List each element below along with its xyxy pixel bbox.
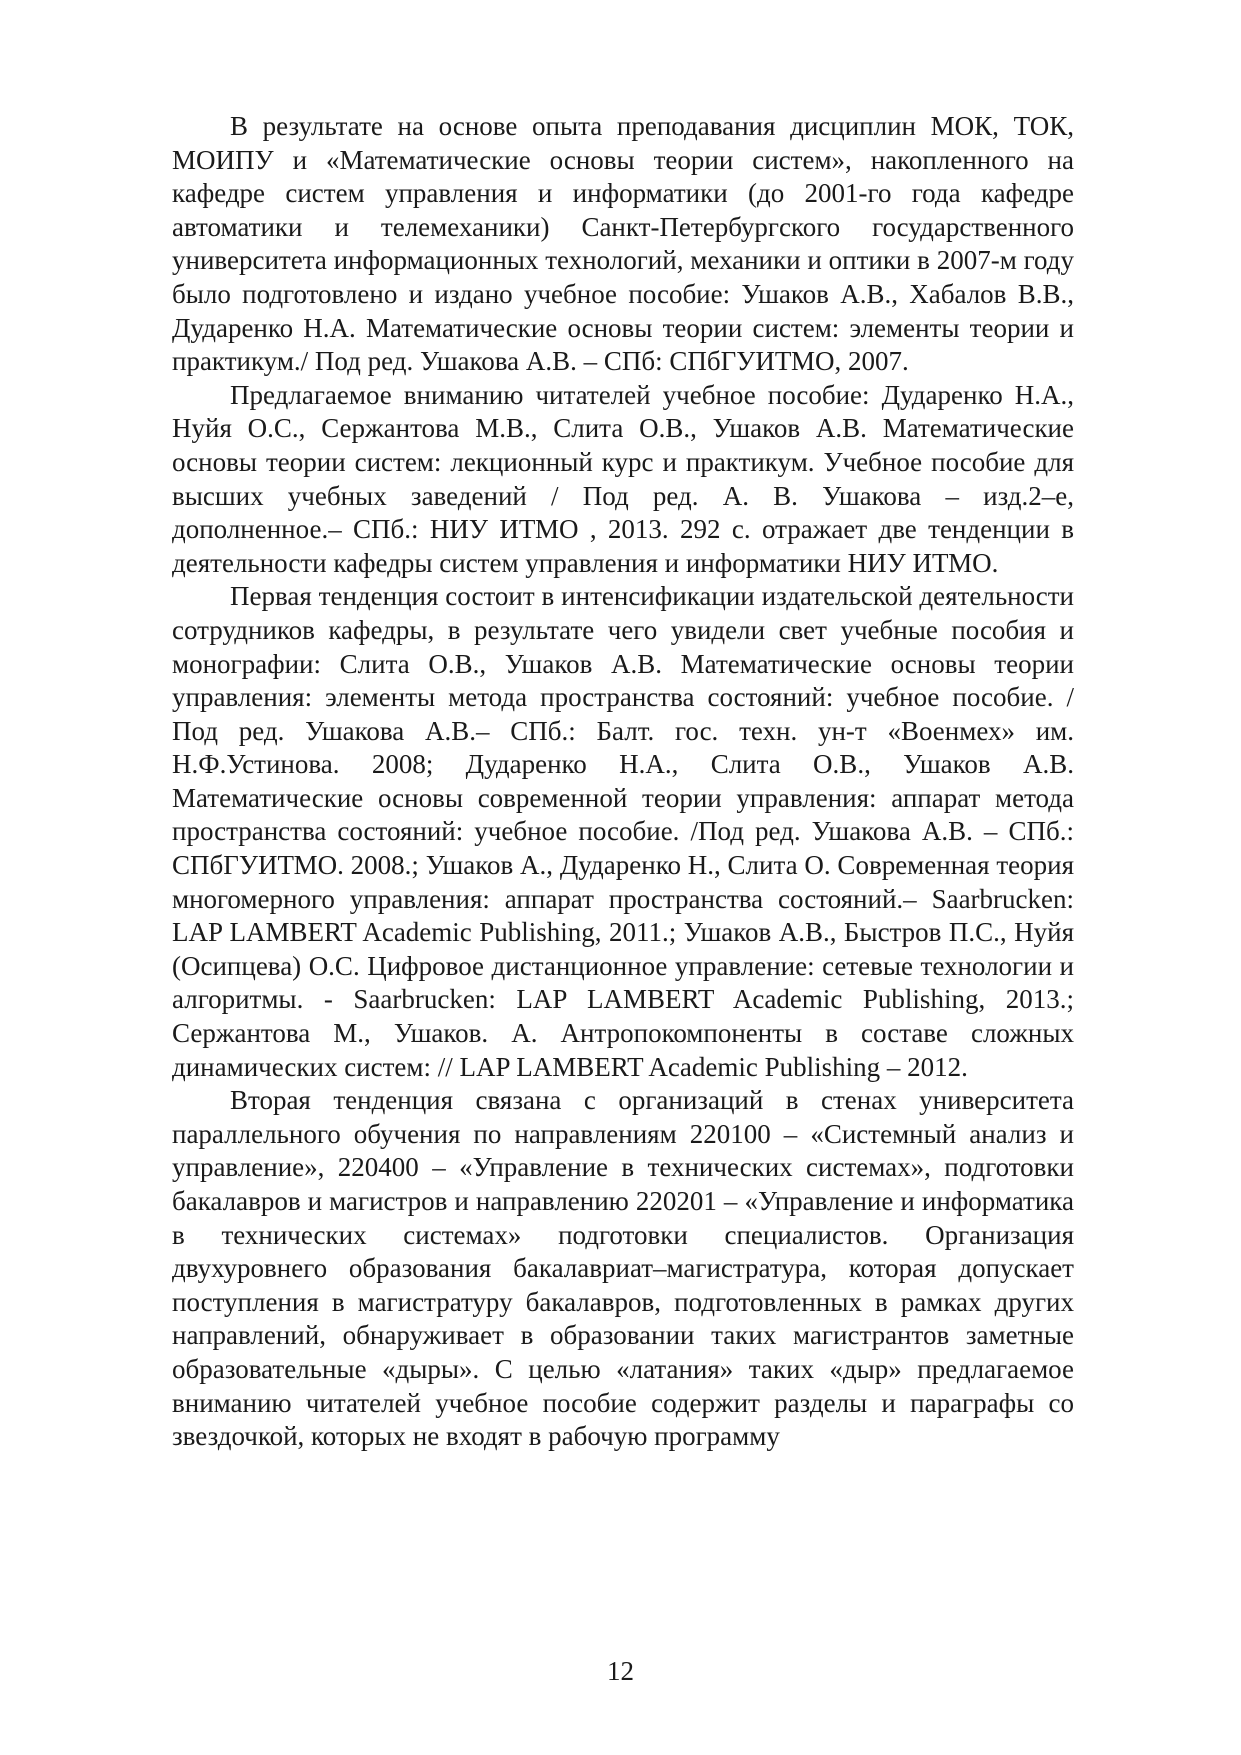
paragraph-3: Первая тенденция состоит в интенсификации издательской деятельности сотрудников кафедры, в результате чего увидели свет учебные пособия и монографии: Слита О.В., Ушаков А.В. Математические основы теории управления: элементы метода пространства состояний: учебное пособие. /Под ред. Ушакова А.В.– СПб.: Балт. гос. техн. ун-т «Военмех» им. Н.Ф.Устинова. 2008; Дударенко Н.А., Слита О.В., Ушаков А.В. Математические основы современной теории управления: аппарат метода пространства состояний: учебное пособие. /Под ред. Ушакова А.В. – СПб.: СПбГУИТМО. 2008.; Ушаков А., Дударенко Н., Слита О. Современная теория многомерного управления: аппарат пространства состояний.– Saarbrucken: LAP LAMBERT Academic Publishing, 2011.; Ушаков А.В., Быстров П.С., Нуйя (Осипцева) О.С. Цифровое дистанционное управление: сетевые технологии и алгоритмы. - Saarbrucken: LAP LAMBERT Academic Publishing, 2013.; Сержантова М., Ушаков. А. Антропокомпоненты в составе сложных динамических систем: // LAP LAMBERT Academic Publishing – 2012.	[172, 581, 1074, 1082]
page-number: 12	[607, 1656, 634, 1686]
paragraph-2: Предлагаемое вниманию читателей учебное пособие: Дударенко Н.А., Нуйя О.С., Сержантова М.В., Слита О.В., Ушаков А.В. Математические основы теории систем: лекционный курс и практикум. Учебное пособие для высших учебных заведений / Под ред. А. В. Ушакова – изд.2–е, дополненное.– СПб.: НИУ ИТМО , 2013. 292 с. отражает две тенденции в деятельности кафедры систем управления и информатики НИУ ИТМО.	[172, 379, 1074, 578]
body-text	[172, 110, 1074, 1454]
paragraph-1: В результате на основе опыта преподавания дисциплин МОК, ТОК, МОИПУ и «Математические основы теории систем», накопленного на кафедре систем управления и информатики (до 2001-го года кафедре автоматики и телемеханики) Санкт-Петербургского государственного университета информационных технологий, механики и оптики в 2007-м году было подготовлено и издано учебное пособие: Ушаков А.В., Хабалов В.В., Дударенко Н.А. Математические основы теории систем: элементы теории и практикум./ Под ред. Ушакова А.В. – СПб: СПбГУИТМО, 2007.	[172, 111, 1074, 377]
paragraph-4: Вторая тенденция связана с организаций в стенах университета параллельного обучения по направлениям 220100 – «Системный анализ и управление», 220400 – «Управление в технических системах», подготовки бакалавров и магистров и направлению 220201 – «Управление и информатика в технических системах» подготовки специалистов. Организация двухуровнего образования бакалавриат–магистратура, которая допускает поступления в магистратуру бакалавров, подготовленных в рамках других направлений, обнаруживает в образовании таких магистрантов заметные образовательные «дыры». С целью «латания» таких «дыр» предлагаемое вниманию читателей учебное пособие содержит разделы и параграфы со звездочкой, которых не входят в рабочую программу	[172, 1085, 1074, 1452]
